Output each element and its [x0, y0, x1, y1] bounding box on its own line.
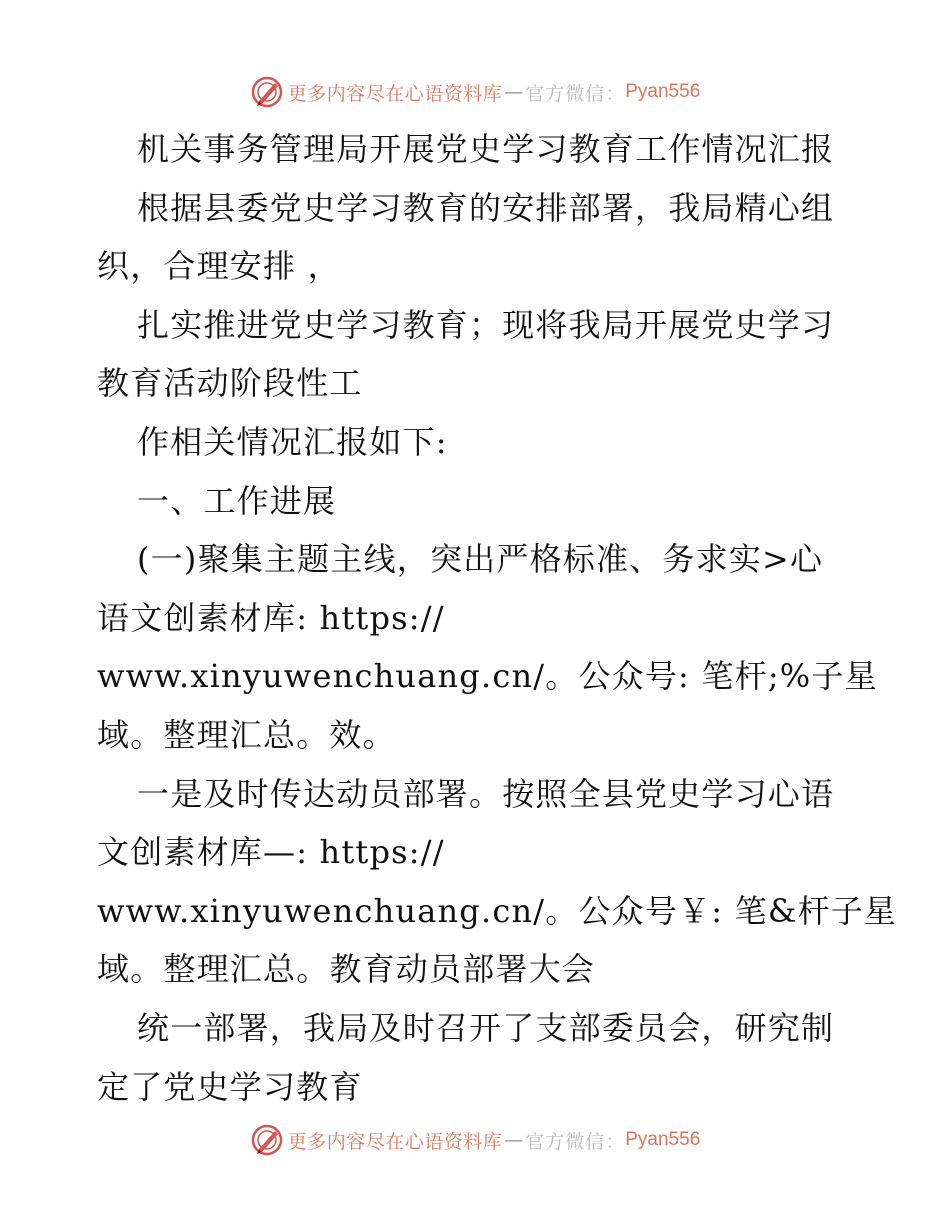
paragraph-line: 语文创素材库: https://	[97, 598, 445, 637]
banner-main-text: 更多内容尽在心语资料库	[287, 82, 503, 105]
banner-official-label: 官方微信：	[525, 82, 626, 105]
paragraph-line: 域。整理汇总。效。	[97, 715, 396, 754]
paragraph-line: 织，合理安排 ，	[97, 247, 341, 286]
paragraph-line: 文创素材库—: https://	[97, 833, 445, 872]
header-watermark-banner	[0, 70, 950, 114]
document-title: 机关事务管理局开展党史学习教育工作情况汇报	[137, 130, 835, 168]
banner-main-text: 更多内容尽在心语资料库	[287, 1130, 503, 1153]
paragraph-line: 教育活动阶段性工	[97, 364, 363, 403]
document-body	[97, 120, 898, 1116]
banner-wechat-id: Pyan556	[625, 1129, 701, 1150]
paragraph-line: 统一部署，我局及时召开了支部委员会，研究制	[137, 1008, 835, 1047]
paragraph-line: 根据县委党史学习教育的安排部署，我局精心组	[137, 188, 835, 227]
banner-official-label: 官方微信：	[525, 1130, 626, 1153]
paragraph-line: 定了党史学习教育	[97, 1067, 363, 1106]
banner-wechat-id: Pyan556	[625, 81, 701, 102]
paragraph-line: www.xinyuwenchuang.cn/。公众号: 笔杆;%子星	[97, 657, 878, 696]
paragraph-line: www.xinyuwenchuang.cn/。公众号￥: 笔&杆子星	[97, 891, 898, 930]
pen-logo-icon	[250, 1123, 284, 1157]
paragraph-line: 扎实推进党史学习教育；现将我局开展党史学习	[137, 305, 835, 344]
subsection-heading: (一)聚集主题主线，突出严格标准、务求实>心	[137, 540, 824, 579]
banner-dash: —	[504, 1129, 524, 1151]
section-heading: 一、工作进展	[137, 481, 337, 520]
footer-watermark-banner	[0, 1118, 950, 1162]
banner-dash: —	[504, 81, 524, 103]
paragraph-line: 一是及时传达动员部署。按照全县党史学习心语	[137, 774, 835, 813]
paragraph-line: 域。整理汇总。教育动员部署大会	[97, 950, 596, 989]
paragraph-line: 作相关情况汇报如下:	[137, 422, 448, 461]
pen-logo-icon	[250, 75, 284, 109]
